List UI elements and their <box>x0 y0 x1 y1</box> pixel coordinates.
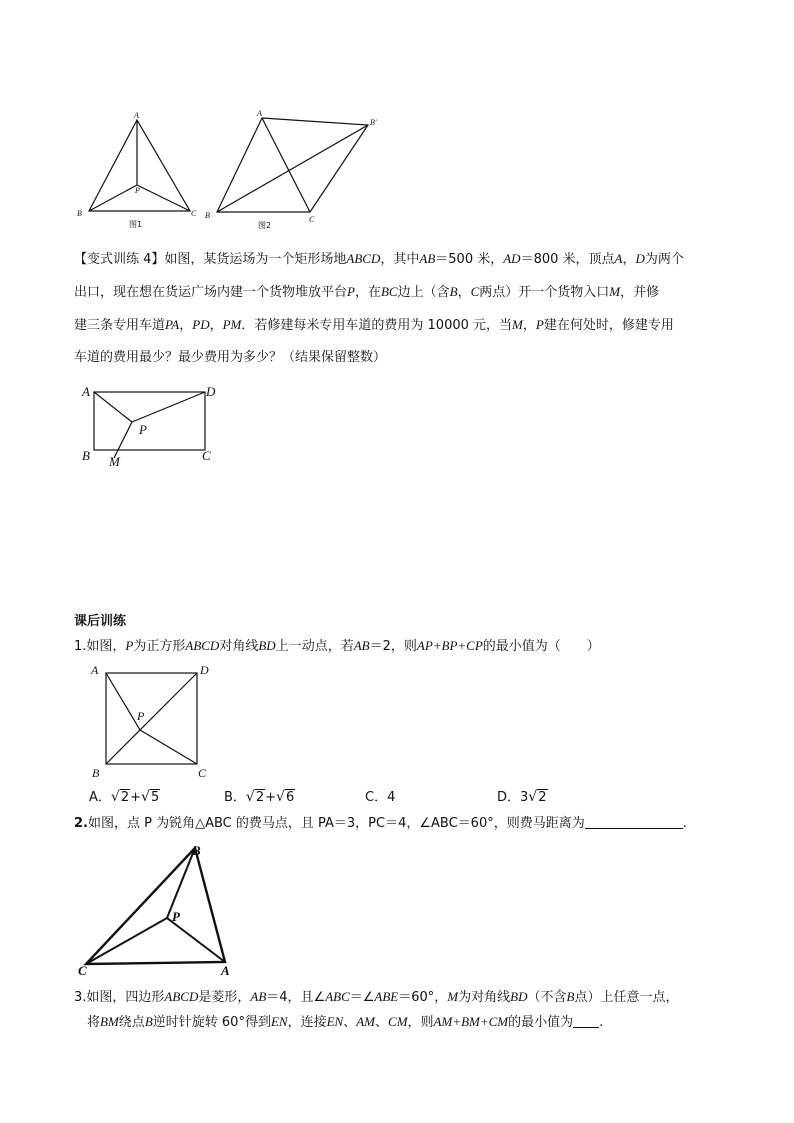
fig2-label-a: A <box>257 109 262 118</box>
question-1-options <box>89 786 689 806</box>
fig3-label-p: P <box>139 422 147 437</box>
fig3-label-a: A <box>82 384 90 399</box>
option-a[interactable]: A．√2+√5 <box>89 789 160 805</box>
fig3-label-m: M <box>109 454 120 469</box>
fig3-label-b: B <box>82 448 90 463</box>
option-b[interactable]: B．√2+√6 <box>224 789 295 805</box>
fig1-label-p: P <box>135 186 140 195</box>
fig2-label-bprime: B′ <box>370 118 377 127</box>
question-1: 1.如图，P为正方形ABCD对角线BD上一动点，若AB＝2，则AP+BP+CP的最小值为（ ） <box>74 638 600 654</box>
figure-1 <box>74 108 204 233</box>
question-2: 2.如图，点 P 为锐角△ABC 的费马点，且 PA＝3，PC＝4，∠ABC＝60°，则费马距离为 . <box>74 816 687 831</box>
fig1-caption: 图1 <box>129 220 143 229</box>
option-d[interactable]: D．3√2 <box>497 789 547 805</box>
variant-line-1: 【变式训练 4】如图，某货运场为一个矩形场地ABCD，其中AB＝500 米，AD＝800 米，顶点A，D为两个 <box>74 251 684 267</box>
question-3 <box>74 985 734 1035</box>
fig5-label-p: P <box>172 909 180 924</box>
answer-blank-q2[interactable] <box>585 814 683 829</box>
variant-line-3: 建三条专用车道PA，PD，PM．若修建每米专用车道的费用为 10000 元，当M，P建在何处时，修建专用 <box>74 317 674 333</box>
fig1-label-b: B <box>77 209 82 218</box>
figure-4-square <box>86 660 216 782</box>
fig5-label-c: C <box>78 963 87 978</box>
fig4-label-p: P <box>137 709 145 723</box>
fig4-label-c: C <box>198 766 207 780</box>
answer-blank-q3[interactable] <box>573 1013 599 1028</box>
fig4-label-d: D <box>200 663 209 677</box>
figure-5-triangle <box>74 838 244 983</box>
question-3-line-2: 将BM绕点B逆时针旋转 60°得到EN，连接EN、AM、CM，则AM+BM+CM的最小值为 . <box>87 1014 604 1030</box>
section-heading-after-class: 课后训练 <box>74 614 127 629</box>
fig3-label-c: C <box>202 448 211 463</box>
option-c[interactable]: C．4 <box>365 790 396 805</box>
fig2-label-c: C <box>309 215 315 224</box>
fig2-label-b: B <box>205 211 210 220</box>
fig5-label-a: A <box>221 963 230 978</box>
fig1-label-a: A <box>134 111 139 120</box>
figure-2 <box>200 108 390 233</box>
variant-exercise-4 <box>74 243 724 374</box>
fig2-caption: 图2 <box>258 221 272 230</box>
fig4-label-b: B <box>92 766 100 780</box>
variant-line-4: 车道的费用最少？最少费用为多少？（结果保留整数） <box>74 350 387 365</box>
fig3-label-d: D <box>206 384 216 399</box>
fig5-label-b: B <box>192 843 201 858</box>
variant-line-2: 出口，现在想在货运广场内建一个货物堆放平台P，在BC边上（含B，C两点）开一个货物入口M，并修 <box>74 284 660 300</box>
fig1-label-c: C <box>191 209 197 218</box>
question-3-line-1: 3.如图，四边形ABCD是菱形，AB＝4，且∠ABC＝∠ABE＝60°，M为对角线BD（不含B点）上任意一点， <box>74 989 679 1005</box>
figure-3-rectangle <box>78 378 228 473</box>
fig4-label-a: A <box>91 663 99 677</box>
